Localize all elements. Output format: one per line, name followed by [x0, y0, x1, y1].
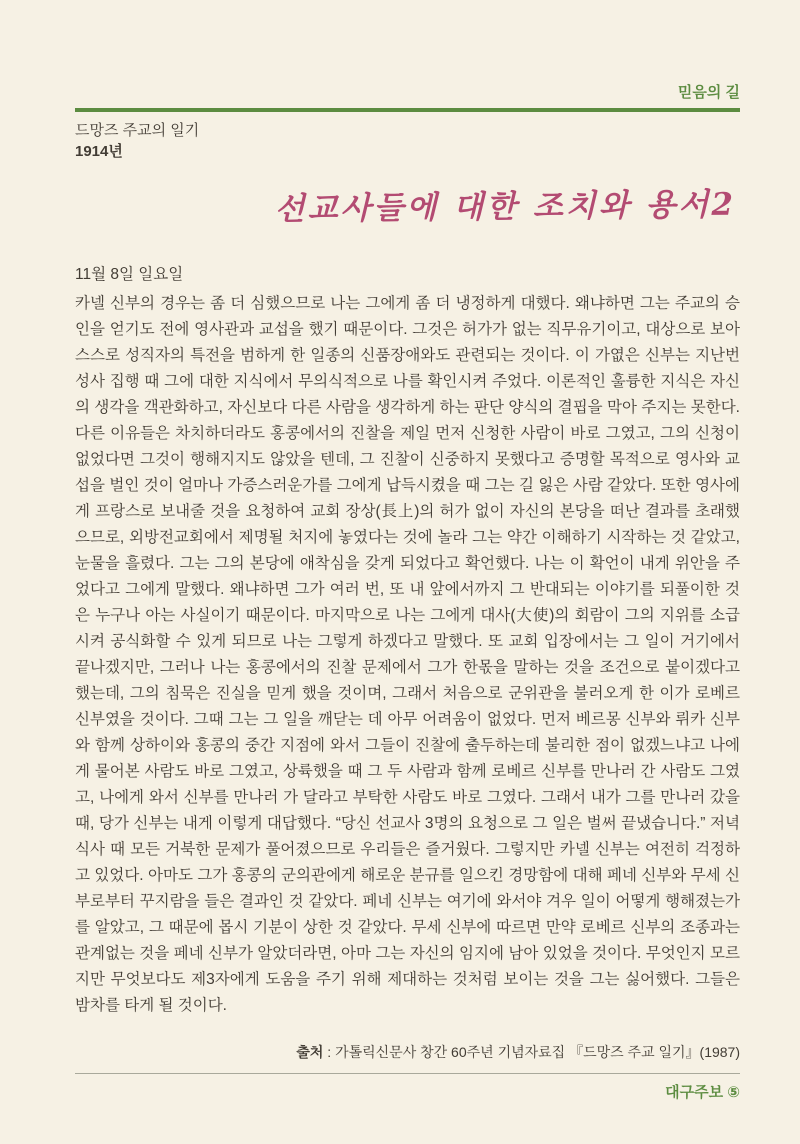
source-text: : 가톨릭신문사 창간 60주년 기념자료집 『드망즈 주교 일기』(1987)	[323, 1044, 740, 1060]
series-title: 드망즈 주교의 일기	[75, 122, 200, 139]
source-line	[75, 1043, 740, 1061]
footer-divider	[75, 1073, 740, 1074]
masthead-title: 믿음의 길	[677, 84, 740, 101]
page-content	[75, 84, 740, 1103]
bulletin-name: 대구주보 ⑤	[665, 1084, 740, 1101]
source-label: 출처	[296, 1044, 324, 1060]
series-year: 1914년	[75, 143, 123, 160]
header-divider	[75, 108, 740, 112]
diary-entry-date: 11월 8일 일요일	[75, 266, 184, 283]
article-calligraphy-title: 선교사들에 대한 조치와 용서2	[274, 186, 737, 228]
diary-body-text: 카넬 신부의 경우는 좀 더 심했으므로 나는 그에게 좀 더 냉정하게 대했다. 왜냐하면 그는 주교의 승인을 얻기도 전에 영사관과 교섭을 했기 때문이다. 그것은 허가가 없는 직무유기이고, 대상으로 보아 스스로 성직자의 특전을 범하게 한 일종의 신품장애와도 관련되는 것이다. 이 가엾은 신부는 지난번 성사 집행 때 그에 대한 지식에서 무의식적으로 나를 확인시켜 주었다. 이론적인 훌륭한 지식은 자신의 생각을 객관화하고, 자신보다 다른 사람을 생각하게 하는 판단 양식의 결핍을 막아 주지는 못한다. 다른 이유들은 차치하더라도 홍콩에서의 진찰을 제일 먼저 신청한 사람이 바로 그였고, 그의 신청이 없었다면 그것이 행해지지도 않았을 텐데, 그 진찰이 신중하지 못했다고 증명할 목적으로 영사와 교섭을 벌인 것이 얼마나 가증스러운가를 그에게 납득시켰을 때 그는 길 잃은 사람 같았다. 또한 영사에게 프랑스로 보내줄 것을 요청하여 교회 장상(長上)의 허가 없이 자신의 본당을 떠난 결과를 초래했으므로, 외방전교회에서 제명될 처지에 놓였다는 것에 놀라 그는 약간 이해하기 시작하는 것 같았고, 눈물을 흘렸다. 그는 그의 본당에 애착심을 갖게 되었다고 확언했다. 나는 이 확언이 내게 위안을 주었다고 그에게 말했다. 왜냐하면 그가 여러 번, 또 내 앞에서까지 그 반대되는 이야기를 되풀이한 것은 누구나 아는 사실이기 때문이다. 마지막으로 나는 그에게 대사(大使)의 회람이 그의 지위를 소급시켜 공식화할 수 있게 되므로 나는 그렇게 하겠다고 말했다. 또 교회 입장에서는 그 일이 거기에서 끝나겠지만, 그러나 나는 홍콩에서의 진찰 문제에서 그가 한몫을 말하는 것을 조건으로 붙이겠다고 했는데, 그의 침묵은 진실을 믿게 했을 것이며, 그래서 처음으로 군위관을 불러오게 한 이가 로베르 신부였을 것이다. 그때 그는 그 일을 깨닫는 데 아무 어려움이 없었다. 먼저 베르몽 신부와 뤼카 신부와 함께 상하이와 홍콩의 중간 지점에 와서 그들이 진찰에 출두하는데 불리한 점이 없겠느냐고 나에게 물어본 사람도 바로 그였고, 상륙했을 때 그 두 사람과 함께 로베르 신부를 만나러 간 사람도 그였고, 나에게 와서 신부를 만나러 가 달라고 부탁한 사람도 바로 그였다. 그래서 내가 그를 만나러 갔을 때, 당가 신부는 내게 이렇게 대답했다. “당신 선교사 3명의 요청으로 그 일은 벌써 끝냈습니다.” 저녁식사 때 모든 거북한 문제가 풀어졌으므로 우리들은 즐거웠다. 그렇지만 카넬 신부는 여전히 걱정하고 있었다. 아마도 그가 홍콩의 군의관에게 해로운 분규를 일으킨 경망함에 대해 페네 신부와 무세 신부로부터 꾸지람을 들은 결과인 것 같았다. 페네 신부는 여기에 와서야 겨우 일이 어떻게 행해졌는가를 알았고, 그 때문에 몹시 기분이 상한 것 같았다. 무세 신부에 따르면 만약 로베르 신부의 조종과는 관계없는 것을 페네 신부가 알았더라면, 아마 그는 자신의 임지에 남아 있었을 것이다. 무엇인지 모르지만 무엇보다도 제3자에게 도움을 주기 위해 제대하는 것처럼 보이는 것을 그는 싫어했다. 그들은 밤차를 타게 될 것이다.	[75, 295, 740, 1014]
